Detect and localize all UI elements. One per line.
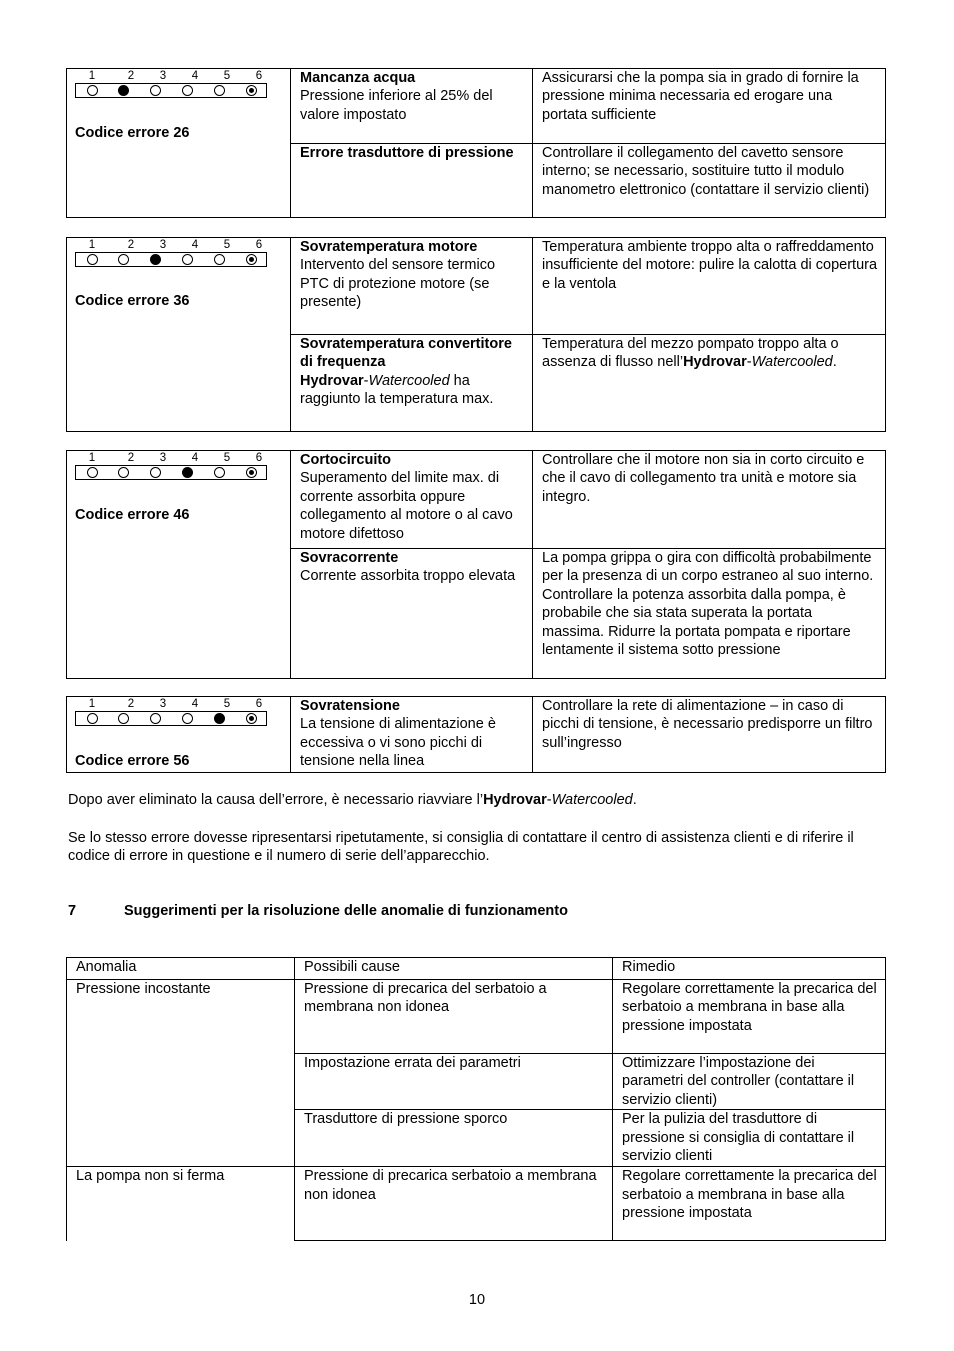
led-number: 4 [191, 698, 199, 710]
led-on-icon [150, 254, 161, 265]
table-row [67, 1167, 886, 1241]
led-number: 6 [255, 452, 263, 464]
led-number: 3 [159, 70, 167, 82]
note-text: Dopo aver eliminato la causa dell’errore, è necessario riavviare l’ [68, 792, 484, 808]
led-power-icon [246, 85, 257, 96]
brand-name: Hydrovar [483, 792, 547, 808]
error-title: Errore trasduttore di pressione [300, 145, 514, 161]
error-code: Codice errore 56 [75, 753, 190, 769]
error-description: La tensione di alimentazione è eccessiva o vi sono picchi di tensione nella linea [300, 716, 496, 770]
error-title: Sovracorrente [300, 550, 399, 566]
led-off-icon [87, 254, 98, 265]
brand-separator: - [546, 792, 552, 808]
error-remedy [533, 549, 886, 679]
error-code-cell [67, 238, 291, 432]
led-off-icon [214, 254, 225, 265]
led-number: 5 [223, 452, 231, 464]
led-power-icon [246, 713, 257, 724]
error-code: Codice errore 26 [75, 125, 190, 141]
error-title: Sovratemperatura motore [300, 239, 478, 255]
led-number: 5 [223, 698, 231, 710]
brand-name: Hydrovar [300, 372, 364, 389]
cause-cell: Pressione di precarica serbatoio a membrana non idonea [295, 1167, 613, 1241]
error-table-46 [66, 450, 886, 679]
brand-variant: Watercooled [751, 354, 833, 371]
led-number: 6 [255, 239, 263, 251]
column-header-remedy: Rimedio [613, 958, 886, 980]
led-number: 3 [159, 698, 167, 710]
page-number: 10 [468, 1292, 486, 1308]
error-remedy: Controllare il collegamento del cavetto sensore interno; se necessario, sostituire tutto il modulo manometro elettronico (contattare il servizio clienti) [533, 144, 886, 218]
error-remedy: Controllare la rete di alimentazione – in caso di picchi di tensione, è necessario predisporre un filtro sull’ingresso [533, 697, 886, 773]
led-number: 4 [191, 452, 199, 464]
brand-separator: - [363, 372, 369, 389]
led-number: 4 [191, 70, 199, 82]
led-off-icon [87, 467, 98, 478]
error-table-26 [66, 68, 886, 218]
error-code-cell [67, 697, 291, 773]
led-off-icon [150, 467, 161, 478]
remedy-text: La pompa grippa o gira con difficoltà probabilmente per la presenza di un corpo estraneo al suo interno. [542, 550, 874, 585]
remedy-cell: Per la pulizia del trasduttore di pressione si consiglia di contattare il servizio clienti [613, 1110, 886, 1167]
led-off-icon [214, 85, 225, 96]
led-indicator [75, 70, 267, 98]
cause-cell: Pressione di precarica del serbatoio a membrana non idonea [295, 980, 613, 1054]
led-off-icon [118, 713, 129, 724]
section-title: Suggerimenti per la risoluzione delle anomalie di funzionamento [124, 903, 568, 919]
error-remedy: Controllare che il motore non sia in corto circuito e che il cavo di collegamento tra unità e motore sia integro. [533, 451, 886, 549]
led-power-icon [246, 467, 257, 478]
remedy-text: Temperatura del mezzo pompato troppo alta o assenza di flusso nell’ [542, 336, 839, 371]
brand-variant: Watercooled [368, 372, 450, 389]
error-code: Codice errore 36 [75, 293, 190, 309]
led-off-icon [182, 85, 193, 96]
error-description [300, 372, 525, 409]
led-off-icon [87, 713, 98, 724]
led-off-icon [118, 467, 129, 478]
restart-note [68, 791, 888, 809]
support-note: Se lo stesso errore dovesse ripresentarsi ripetutamente, si consiglia di contattare il centro di assistenza clienti e di riferire il codice di errore in questione e il numero di serie dell’apparecchio. [68, 830, 854, 865]
led-off-icon [182, 254, 193, 265]
led-number: 1 [88, 70, 96, 82]
error-code-cell [67, 451, 291, 679]
error-remedy: Assicurarsi che la pompa sia in grado di fornire la pressione minima necessaria ed erogare una portata sufficiente [533, 69, 886, 144]
error-description: Pressione inferiore al 25% del valore impostato [300, 88, 493, 123]
error-remedy: Temperatura ambiente troppo alta o raffreddamento insufficiente del motore: pulire la calotta di copertura e la ventola [533, 238, 886, 335]
brand-variant: Watercooled [551, 792, 633, 808]
error-title: Cortocircuito [300, 452, 392, 468]
error-title: Sovratensione [300, 698, 400, 714]
led-number: 6 [255, 698, 263, 710]
led-power-icon [246, 254, 257, 265]
anomaly-cell: Pressione incostante [67, 980, 295, 1167]
column-header-causes: Possibili cause [295, 958, 613, 980]
led-number: 1 [88, 239, 96, 251]
led-number: 5 [223, 239, 231, 251]
led-off-icon [182, 713, 193, 724]
led-indicator [75, 452, 267, 480]
error-code-cell [67, 69, 291, 218]
led-indicator [75, 698, 267, 726]
led-number: 4 [191, 239, 199, 251]
led-number: 3 [159, 239, 167, 251]
note-text: . [632, 792, 637, 808]
led-off-icon [150, 85, 161, 96]
remedy-cell: Regolare correttamente la precarica del serbatoio a membrana in base alla pressione impostata [613, 1167, 886, 1241]
led-indicator [75, 239, 267, 267]
cause-cell: Trasduttore di pressione sporco [295, 1110, 613, 1167]
remedy-text: . [832, 354, 837, 371]
led-off-icon [87, 85, 98, 96]
error-table-56 [66, 696, 886, 773]
led-number: 2 [127, 698, 135, 710]
remedy-text: Controllare la potenza assorbita dalla pompa, è probabile che sia stata superata la portata massima. Ridurre la portata pompata e riportare lentamente il sistema sotto pressione [542, 586, 851, 659]
section-number: 7 [68, 903, 77, 919]
error-description: Superamento del limite max. di corrente assorbita oppure collegamento al motore o al cavo motore difettoso [300, 470, 513, 542]
led-number: 3 [159, 452, 167, 464]
error-code: Codice errore 46 [75, 507, 190, 523]
remedy-cell: Ottimizzare l’impostazione dei parametri del controller (contattare il servizio clienti) [613, 1054, 886, 1110]
brand-name: Hydrovar [683, 354, 747, 371]
error-title: Mancanza acqua [300, 70, 416, 86]
troubleshooting-table [66, 957, 886, 1241]
description-text: ha raggiunto la temperatura max. [300, 372, 494, 408]
led-on-icon [118, 85, 129, 96]
column-header-anomaly: Anomalia [67, 958, 295, 980]
led-number: 2 [127, 452, 135, 464]
remedy-cell: Regolare correttamente la precarica del serbatoio a membrana in base alla pressione impostata [613, 980, 886, 1054]
led-number: 2 [127, 239, 135, 251]
led-on-icon [182, 467, 193, 478]
error-description: Corrente assorbita troppo elevata [300, 568, 516, 585]
anomaly-cell: La pompa non si ferma [67, 1167, 295, 1241]
error-table-36 [66, 237, 886, 432]
cause-cell: Impostazione errata dei parametri [295, 1054, 613, 1110]
led-off-icon [214, 467, 225, 478]
led-number: 2 [127, 70, 135, 82]
error-description: Intervento del sensore termico PTC di protezione motore (se presente) [300, 257, 496, 311]
led-number: 5 [223, 70, 231, 82]
led-number: 6 [255, 70, 263, 82]
table-row [67, 980, 886, 1054]
led-off-icon [150, 713, 161, 724]
brand-separator: - [746, 354, 752, 371]
error-remedy [533, 335, 886, 432]
led-number: 1 [88, 452, 96, 464]
led-number: 1 [88, 698, 96, 710]
led-on-icon [214, 713, 225, 724]
error-title: Sovratemperatura convertitore di frequenza [300, 336, 512, 371]
led-off-icon [118, 254, 129, 265]
